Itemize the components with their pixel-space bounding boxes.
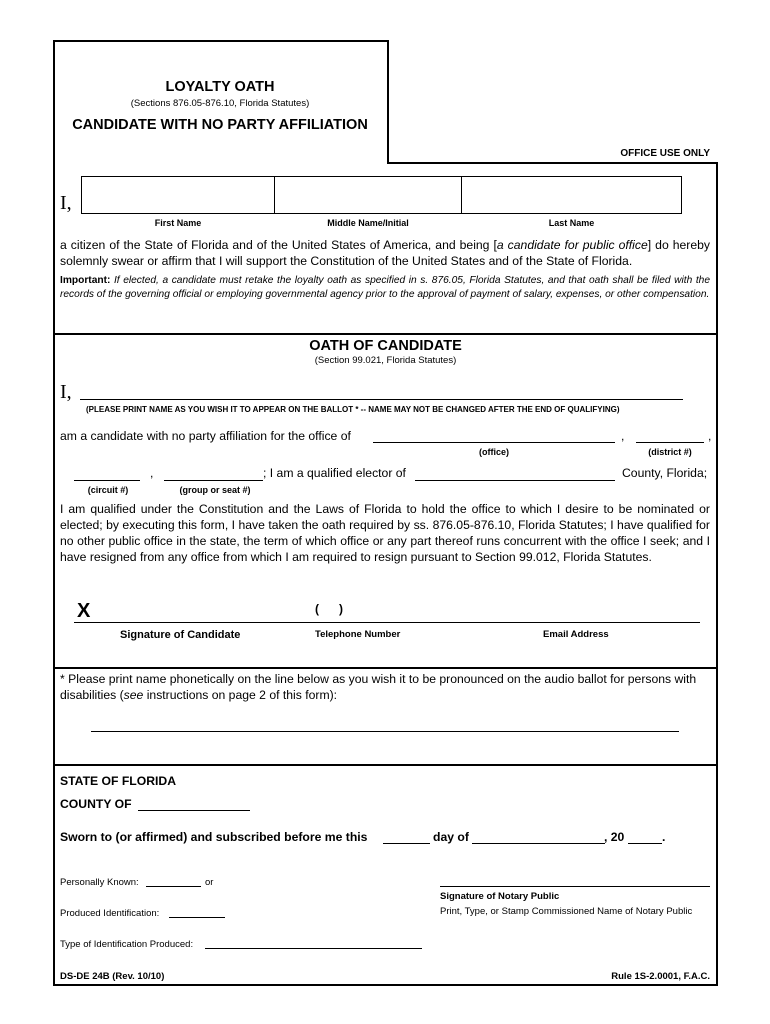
comma-2: , [708, 429, 712, 443]
oath-section: (Section 99.021, Florida Statutes) [314, 355, 457, 366]
district-label: (district #) [648, 447, 692, 457]
county-line[interactable] [415, 480, 615, 481]
rule-citation: Rule 1S-2.0001, F.A.C. [611, 971, 710, 982]
middle-name-box[interactable] [274, 176, 462, 214]
sworn-day-line[interactable] [383, 843, 430, 844]
first-name-label: First Name [154, 218, 202, 228]
group-label: (group or seat #) [179, 485, 251, 495]
candidate-office-text: am a candidate with no party affiliation for the office of [60, 429, 351, 443]
notary-signature-line[interactable] [440, 886, 710, 887]
state-label: STATE OF FLORIDA [60, 774, 176, 788]
circuit-label: (circuit #) [87, 485, 129, 495]
frame-title-right [387, 40, 389, 164]
phone-parens: ( ) [315, 602, 343, 616]
circuit-line[interactable] [74, 480, 140, 481]
produced-id-label: Produced Identification: [60, 908, 160, 919]
divider-notary [53, 764, 718, 766]
elector-text: ; I am a qualified elector of [263, 466, 406, 480]
last-name-label: Last Name [548, 218, 595, 228]
important-note: Important: If elected, a candidate must retake the loyalty oath as specified in s. 876.05, Florida Statutes, and that oath shall be filed with the records of the governing official or employing governmental agency prior to the approval of payment of salary, expenses, or other compensation. [60, 275, 710, 300]
form-id: DS-DE 24B (Rev. 10/10) [60, 971, 165, 982]
sworn-year-line[interactable] [628, 843, 662, 844]
sworn-text-3: , 20 [604, 830, 625, 844]
type-id-line[interactable] [205, 948, 422, 949]
frame-step [387, 162, 718, 164]
sworn-text-2: day of [433, 830, 469, 844]
office-line[interactable] [373, 442, 615, 443]
candidate-signature-label: Signature of Candidate [120, 629, 241, 641]
signature-x-mark: X [77, 600, 91, 622]
county-label: COUNTY OF [60, 797, 132, 811]
office-label: (office) [479, 447, 509, 457]
form-sections: (Sections 876.05-876.10, Florida Statutes) [130, 98, 310, 109]
sworn-text-1: Sworn to (or affirmed) and subscribed before me this [60, 830, 368, 844]
frame-left [53, 40, 55, 986]
sworn-month-line[interactable] [472, 843, 605, 844]
phonetic-instructions: * Please print name phonetically on the line below as you wish it to be pronounced on the audio ballot for persons with disabilities (see instructions on page 2 of this form): [60, 672, 697, 702]
personally-known-line[interactable] [146, 886, 201, 887]
notary-county-line[interactable] [138, 810, 250, 811]
ballot-name-note: (PLEASE PRINT NAME AS YOU WISH IT TO APPEAR ON THE BALLOT * -- NAME MAY NOT BE CHANGED AFTER THE END OF QUALIFYING) [86, 405, 620, 414]
telephone-label: Telephone Number [315, 629, 401, 640]
or-label: or [205, 877, 214, 888]
district-line[interactable] [636, 442, 704, 443]
qualification-paragraph: I am qualified under the Constitution and the Laws of Florida to hold the office to which I desire to be nominated or elected; by executing this form, I have taken the oath required by ss. 876.05-876.10, Florida Statutes; I have qualified for no other public office in the state, the term of which office or any part thereof runs concurrent with the office I seek; and I have resigned from any office from which I am required to resign pursuant to Section 99.012, Florida Statutes. [60, 502, 710, 564]
personally-known-label: Personally Known: [60, 877, 139, 888]
county-text: County, Florida; [622, 466, 708, 480]
sworn-text-4: . [662, 830, 666, 844]
loyalty-i-label: I, [60, 192, 72, 214]
oath-title: OATH OF CANDIDATE [309, 338, 462, 354]
loyalty-paragraph: a citizen of the State of Florida and of the United States of America, and being [a candidate for public office] do hereby solemnly swear or affirm that I will support the Constitution of the United States and of the State of Florida. [60, 238, 711, 268]
comma-1: , [621, 429, 625, 443]
ballot-name-line[interactable] [80, 399, 683, 400]
oath-i-label: I, [60, 381, 72, 403]
group-line[interactable] [164, 480, 263, 481]
email-label: Email Address [543, 629, 609, 640]
form-title: LOYALTY OATH [165, 79, 275, 95]
signature-line[interactable] [74, 622, 700, 623]
divider-oath [53, 333, 718, 335]
office-use-label: OFFICE USE ONLY [620, 148, 710, 159]
notary-signature-label: Signature of Notary Public [440, 891, 560, 902]
last-name-box[interactable] [461, 176, 682, 214]
frame-top-left [53, 40, 389, 42]
notary-print-label: Print, Type, or Stamp Commissioned Name of Notary Public [440, 906, 693, 917]
middle-name-label: Middle Name/Initial [327, 218, 409, 228]
frame-right [716, 162, 718, 986]
comma-3: , [150, 466, 154, 480]
form-subtitle: CANDIDATE WITH NO PARTY AFFILIATION [72, 117, 368, 133]
frame-bottom [53, 984, 718, 986]
first-name-box[interactable] [81, 176, 275, 214]
type-id-label: Type of Identification Produced: [60, 939, 194, 950]
produced-id-line[interactable] [169, 917, 225, 918]
phonetic-line[interactable] [91, 731, 679, 732]
divider-phonetic [53, 667, 718, 669]
